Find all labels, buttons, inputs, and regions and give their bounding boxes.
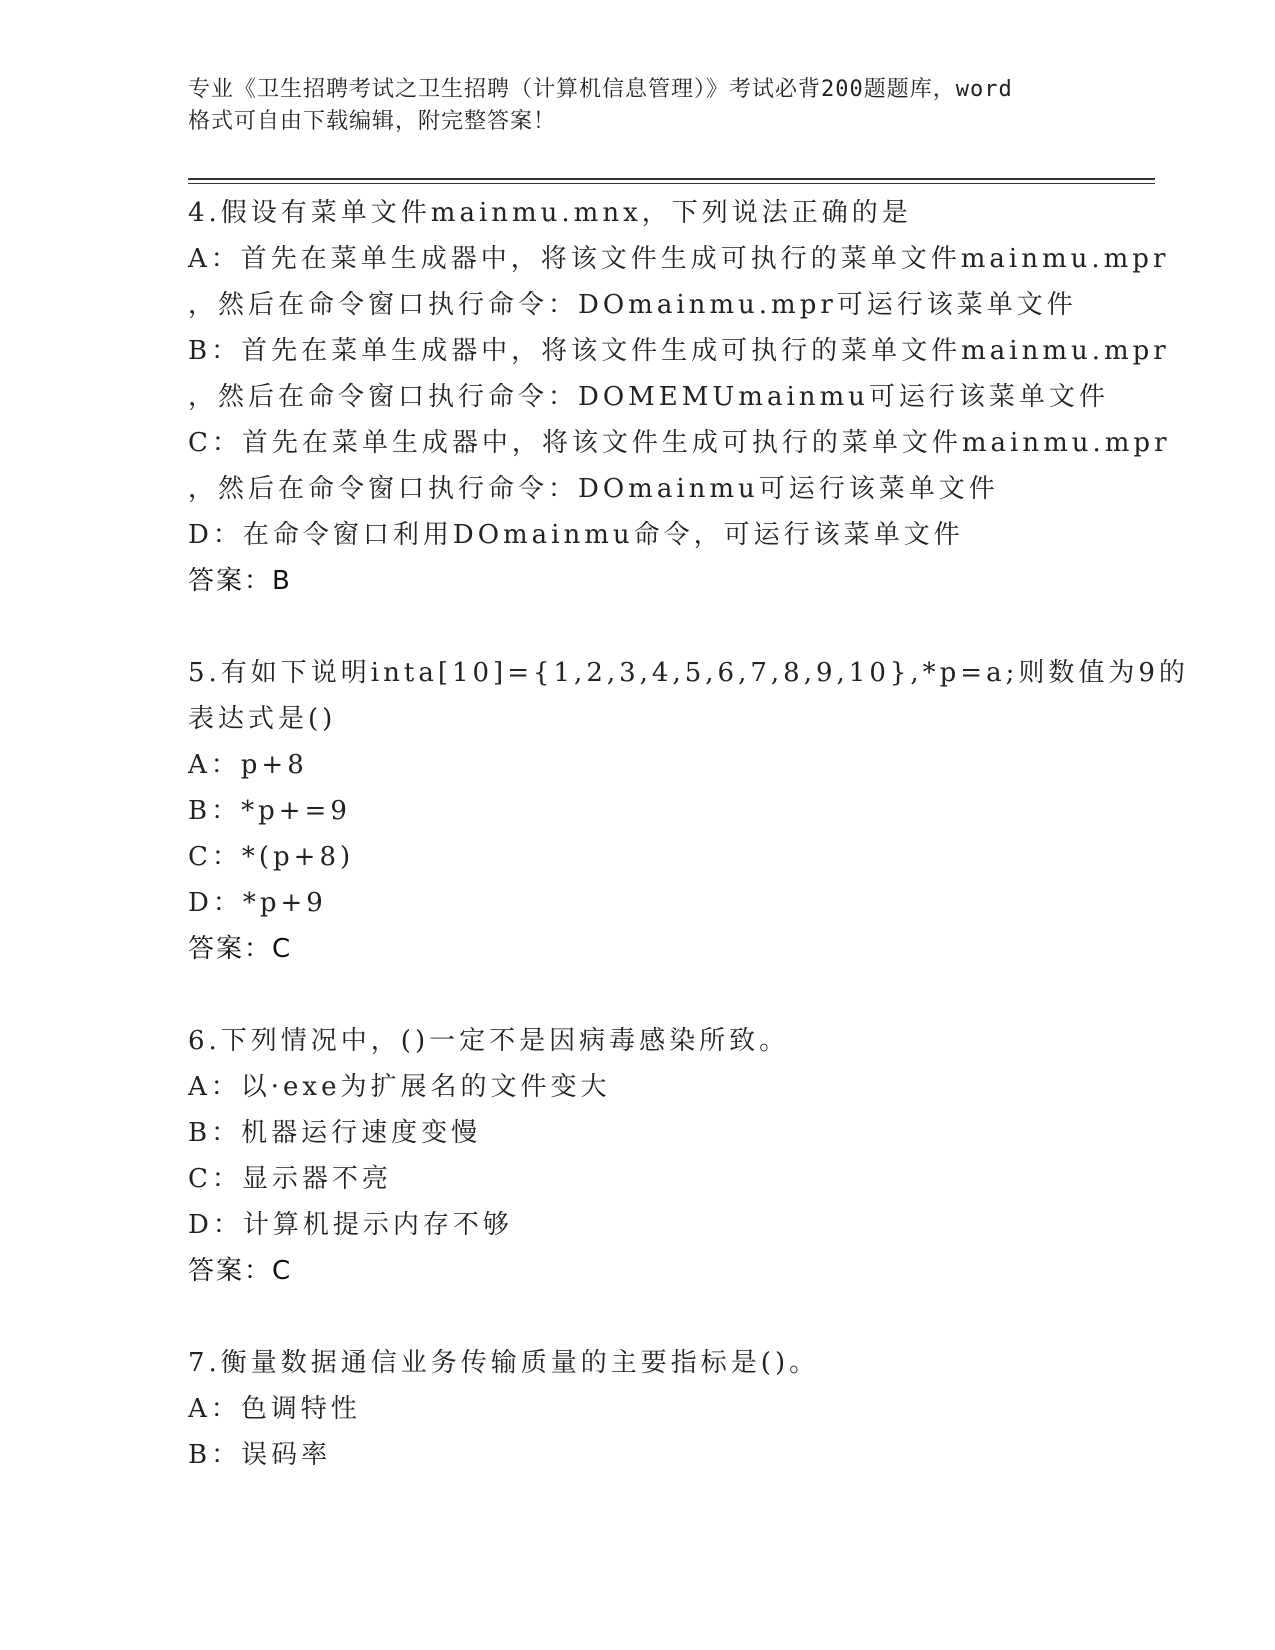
- question-4-option-d: D：在命令窗口利用DOmainmu命令，可运行该菜单文件: [188, 520, 964, 550]
- header-line-1: 专业《卫生招聘考试之卫生招聘（计算机信息管理）》考试必背200题题库，word: [188, 77, 1013, 102]
- question-list: [188, 190, 1189, 1478]
- question-4-answer: 答案：B: [188, 566, 292, 596]
- question-7-option-b: B：误码率: [188, 1440, 332, 1470]
- header-line-2: 格式可自由下载编辑，附完整答案！: [188, 109, 557, 134]
- question-7-stem: 7.衡量数据通信业务传输质量的主要指标是()。: [188, 1348, 820, 1378]
- question-7: [188, 1340, 1148, 1478]
- question-4-option-b-cont: ，然后在命令窗口执行命令：DOMEMUmainmu可运行该菜单文件: [188, 382, 1109, 412]
- question-5-stem-cont: 表达式是(): [188, 704, 337, 734]
- question-4-option-c: C：首先在菜单生成器中，将该文件生成可执行的菜单文件mainmu.mpr: [188, 428, 1171, 458]
- question-4-option-c-cont: ，然后在命令窗口执行命令：DOmainmu可运行该菜单文件: [188, 474, 999, 504]
- header-divider-top: [188, 178, 1155, 180]
- question-5-option-a: A：p+8: [188, 750, 308, 780]
- question-4-option-a-cont: ，然后在命令窗口执行命令：DOmainmu.mpr可运行该菜单文件: [188, 290, 1077, 320]
- question-5-option-c: C：*(p+8): [188, 842, 355, 872]
- question-4-stem: 4.假设有菜单文件mainmu.mnx，下列说法正确的是: [188, 198, 912, 228]
- question-6-option-b: B：机器运行速度变慢: [188, 1118, 482, 1148]
- question-6-stem: 6.下列情况中，()一定不是因病毒感染所致。: [188, 1026, 790, 1056]
- document-header: [188, 74, 1088, 138]
- header-divider-bottom: [188, 183, 1155, 184]
- question-4: [188, 190, 1171, 604]
- question-5-answer: 答案：C: [188, 934, 293, 964]
- question-4-option-b: B：首先在菜单生成器中，将该文件生成可执行的菜单文件mainmu.mpr: [188, 336, 1170, 366]
- question-5-option-d: D：*p+9: [188, 888, 327, 918]
- question-6-answer: 答案：C: [188, 1256, 293, 1286]
- question-5-stem: 5.有如下说明inta[10]={1,2,3,4,5,6,7,8,9,10},*p=a;则数值为9的: [188, 658, 1189, 688]
- question-5-option-b: B：*p+=9: [188, 796, 351, 826]
- question-6: [188, 1018, 1148, 1294]
- question-6-option-a: A：以·exe为扩展名的文件变大: [188, 1072, 611, 1102]
- question-6-option-c: C：显示器不亮: [188, 1164, 392, 1194]
- question-6-option-d: D：计算机提示内存不够: [188, 1210, 513, 1240]
- question-4-option-a: A：首先在菜单生成器中，将该文件生成可执行的菜单文件mainmu.mpr: [188, 244, 1170, 274]
- question-7-option-a: A：色调特性: [188, 1394, 361, 1424]
- question-5: [188, 650, 1189, 972]
